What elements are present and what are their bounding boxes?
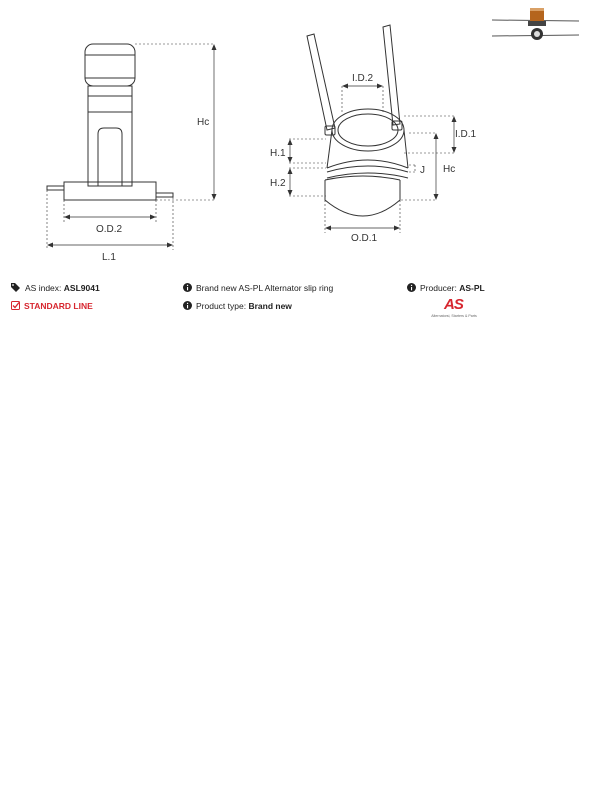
left-lead-wire bbox=[307, 34, 335, 130]
description-text: Brand new AS-PL Alternator slip ring bbox=[196, 283, 334, 293]
as-index-value: ASL9041 bbox=[63, 283, 100, 293]
as-index bbox=[11, 283, 100, 294]
label-id2: I.D.2 bbox=[352, 73, 374, 84]
as-index-label: AS index: bbox=[25, 283, 62, 293]
label-hc-right: Hc bbox=[443, 164, 456, 175]
logo-tagline: Alternatorsi, Starters & Parts bbox=[431, 314, 477, 318]
label-hc-left: Hc bbox=[197, 117, 210, 128]
label-od2: O.D.2 bbox=[96, 224, 123, 235]
product-type-label: Product type: bbox=[196, 301, 247, 311]
perspective-dimensions bbox=[289, 86, 454, 233]
product-type bbox=[183, 301, 292, 312]
side-view-slot bbox=[98, 128, 122, 186]
side-view-base-flange bbox=[64, 182, 156, 200]
product-description bbox=[183, 283, 333, 294]
info-circle-icon bbox=[183, 301, 192, 310]
label-h2: H.2 bbox=[270, 178, 286, 189]
standard-line-text: STANDARD LINE bbox=[24, 301, 93, 311]
label-id1: I.D.1 bbox=[455, 129, 477, 140]
logo-brand: AS bbox=[444, 296, 463, 313]
slip-ring-side-view bbox=[47, 44, 173, 200]
label-h1: H.1 bbox=[270, 148, 286, 159]
product-type-value: Brand new bbox=[248, 301, 292, 311]
label-l1: L.1 bbox=[102, 252, 116, 263]
side-view-top-cap bbox=[85, 44, 135, 86]
checkbox-checked-icon bbox=[11, 301, 20, 310]
producer-value: AS-PL bbox=[459, 283, 485, 293]
technical-drawing bbox=[0, 0, 591, 270]
ring-lower-band bbox=[325, 180, 400, 216]
side-view-left-terminal bbox=[47, 186, 64, 190]
as-pl-logo bbox=[424, 296, 484, 324]
label-od1: O.D.1 bbox=[351, 233, 378, 244]
producer-label: Producer: bbox=[420, 283, 457, 293]
side-view-dimensions bbox=[47, 44, 214, 250]
product-thumbnail bbox=[492, 8, 579, 40]
slip-ring-perspective-view bbox=[307, 25, 408, 216]
ring-middle-band bbox=[327, 160, 408, 168]
standard-line-badge bbox=[11, 301, 93, 312]
side-view-body bbox=[88, 86, 132, 186]
label-j: J bbox=[420, 165, 425, 176]
tags-icon bbox=[11, 283, 21, 292]
right-lead-wire bbox=[383, 25, 400, 125]
producer bbox=[407, 283, 485, 294]
side-view-right-terminal bbox=[156, 193, 173, 197]
info-circle-icon bbox=[407, 283, 416, 292]
info-circle-icon bbox=[183, 283, 192, 292]
